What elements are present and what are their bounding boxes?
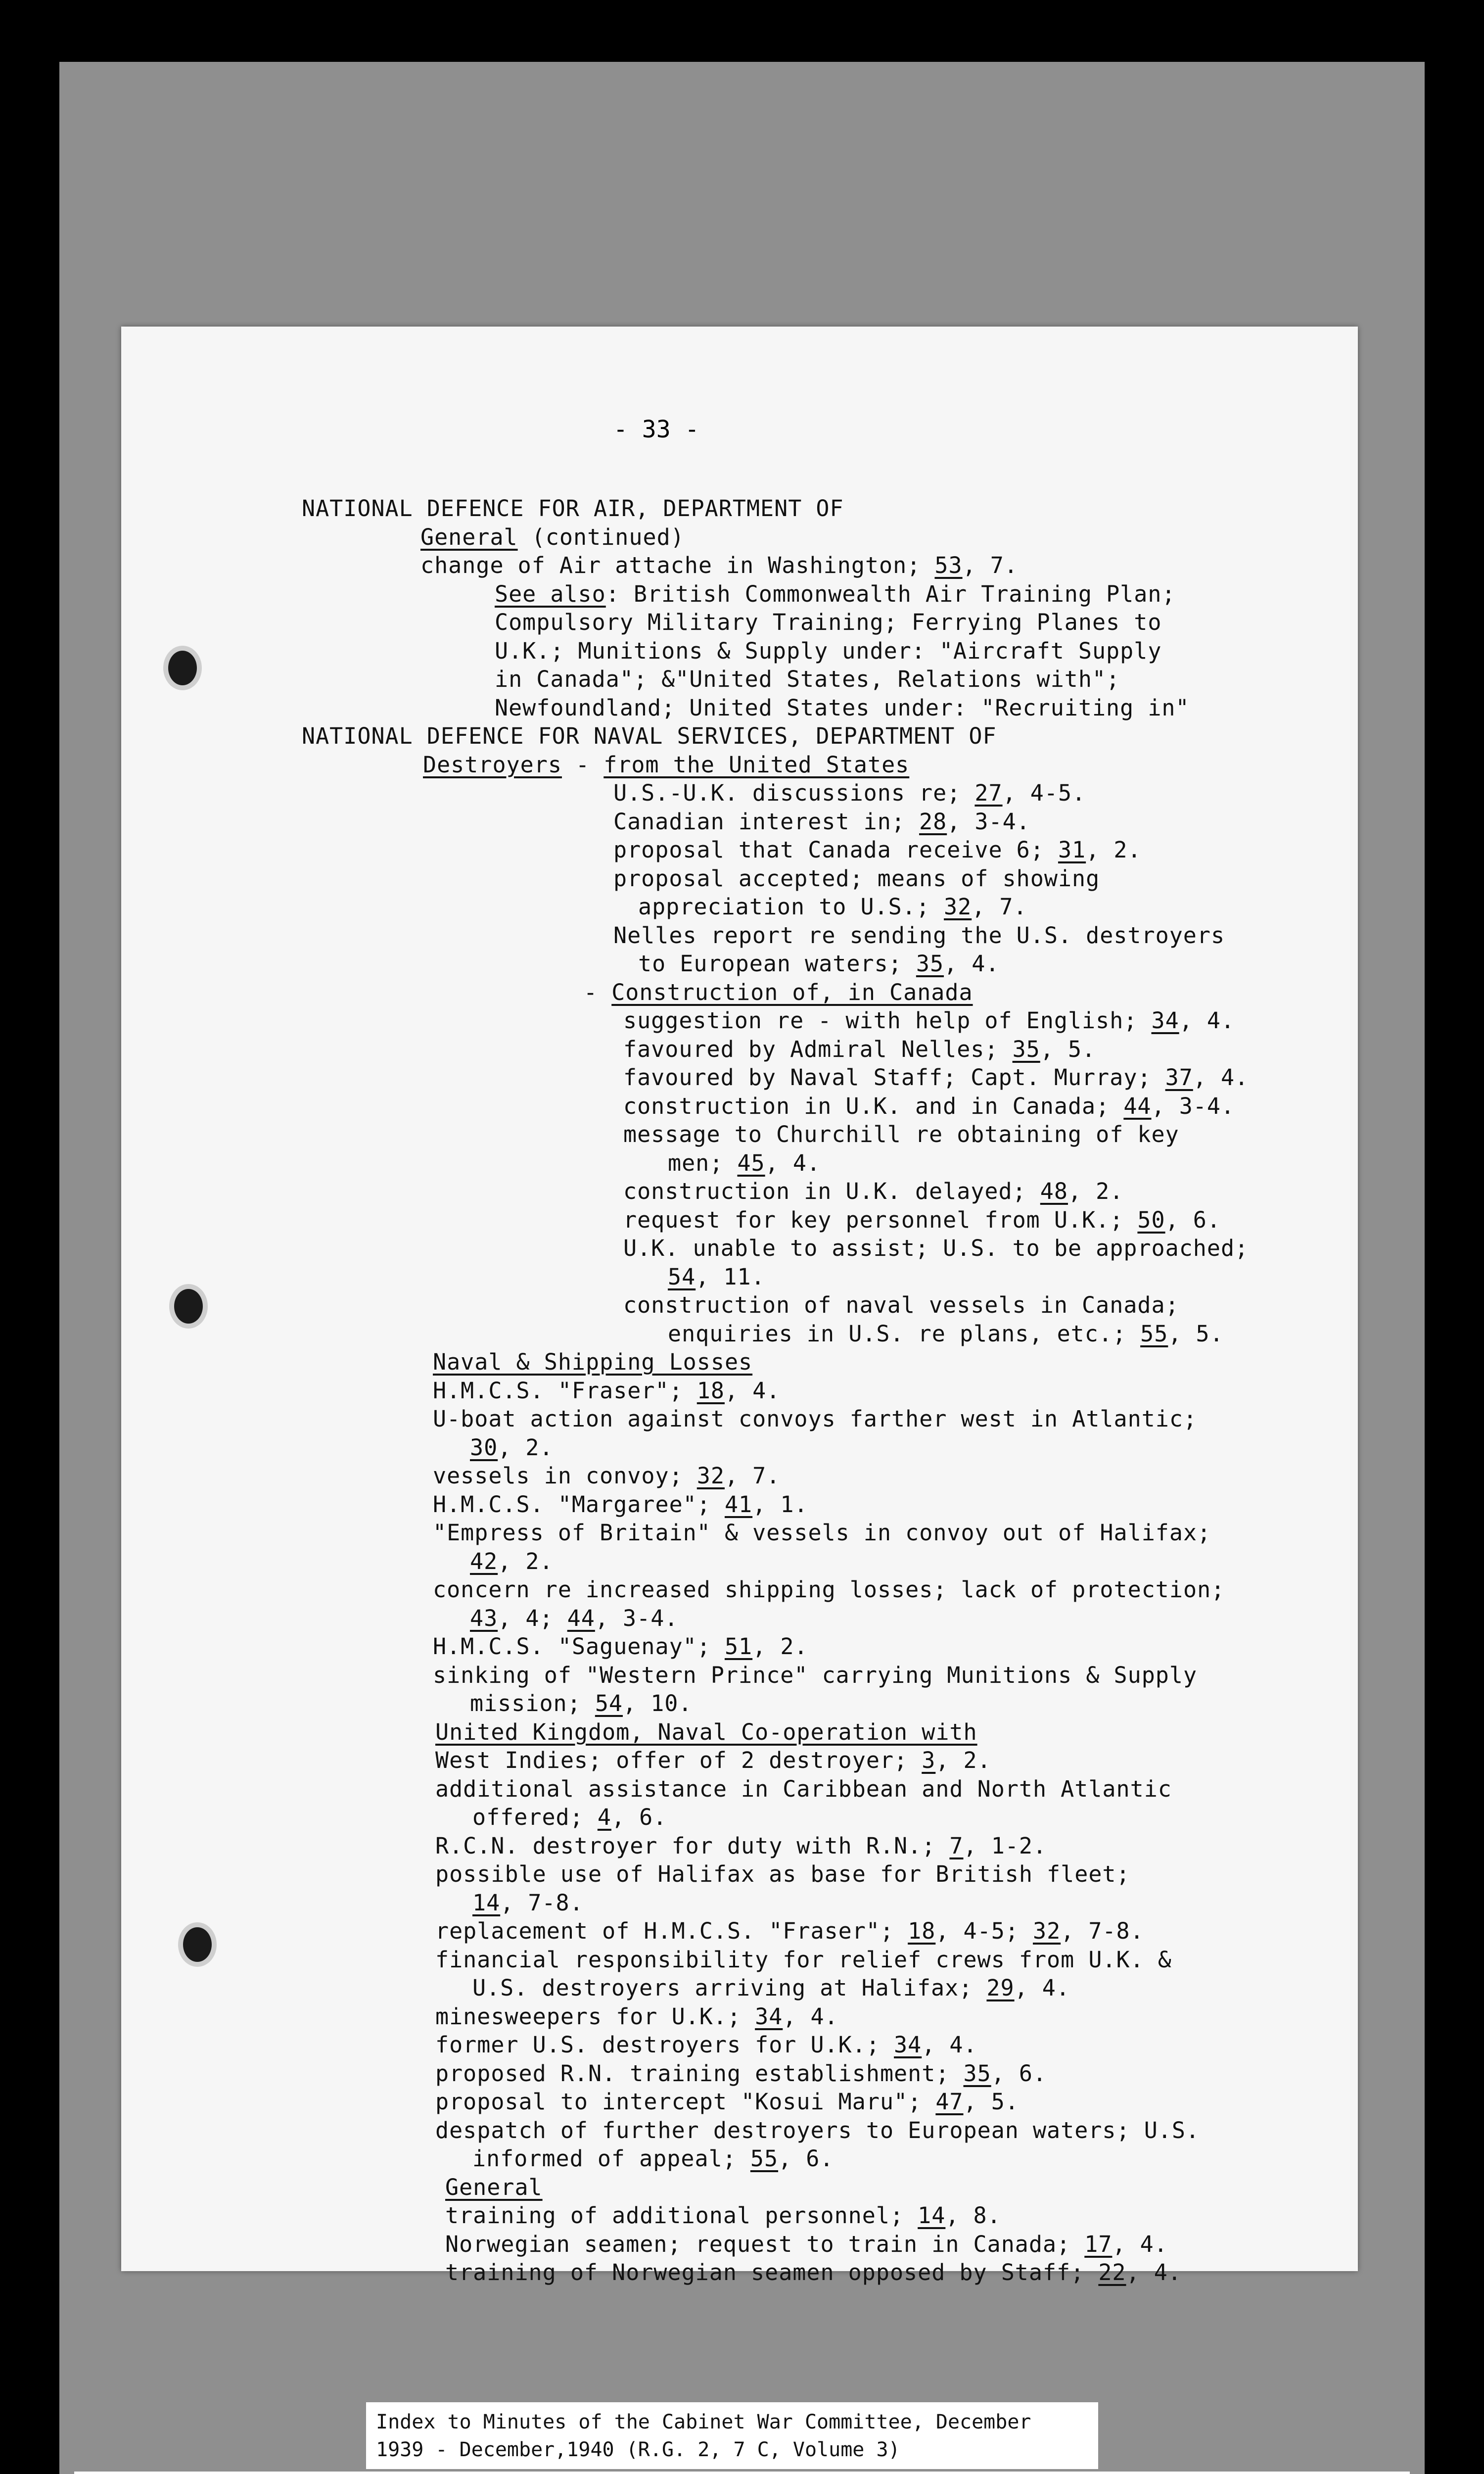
- line-text: , 8.: [945, 2202, 1001, 2229]
- underlined-text: 51: [724, 1633, 753, 1660]
- line-text: , 4.: [724, 1377, 781, 1404]
- index-line: [423, 751, 909, 779]
- index-line: [435, 2088, 1019, 2116]
- underlined-text: 31: [1058, 837, 1086, 863]
- index-line: [420, 523, 685, 551]
- underlined-text: Naval & Shipping Losses: [433, 1349, 753, 1375]
- underlined-text: United Kingdom, Naval Co-operation with: [435, 1718, 977, 1745]
- index-line: [433, 1576, 1225, 1604]
- underlined-text: 27: [974, 780, 1003, 806]
- line-text: , 3-4.: [1151, 1093, 1235, 1119]
- underlined-text: 18: [696, 1377, 725, 1404]
- underlined-text: 14: [472, 1889, 501, 1916]
- line-text: , 2.: [1086, 837, 1142, 863]
- line-text: (continued): [517, 523, 685, 550]
- underlined-text: Destroyers: [423, 751, 562, 778]
- index-line: [302, 495, 844, 523]
- line-text: Norwegian seamen; request to train in Canada;: [445, 2231, 1085, 2257]
- line-text: proposed R.N. training establishment;: [435, 2060, 964, 2087]
- line-text: minesweepers for U.K.;: [435, 2003, 755, 2030]
- underlined-text: 42: [470, 1548, 498, 1574]
- underlined-text: 55: [1140, 1320, 1168, 1347]
- index-line: [613, 779, 1086, 807]
- line-text: to European waters;: [638, 951, 916, 977]
- line-text: , 7.: [724, 1463, 781, 1489]
- index-line: [613, 922, 1225, 950]
- line-text: , 5.: [963, 2089, 1019, 2115]
- underlined-text: 44: [1123, 1093, 1152, 1119]
- underlined-text: 54: [668, 1263, 696, 1290]
- index-line: [470, 1690, 693, 1717]
- line-text: additional assistance in Caribbean and North Atlantic: [435, 1775, 1172, 1802]
- line-text: , 4-5.: [1002, 780, 1086, 806]
- index-line: [435, 2060, 1047, 2088]
- line-text: , 4.: [1014, 1975, 1070, 2001]
- index-line: [445, 2231, 1168, 2258]
- line-text: Nelles report re sending the U.S. destroyers: [613, 922, 1225, 949]
- line-text: , 4.: [922, 2032, 977, 2058]
- index-line: [668, 1149, 821, 1177]
- caption-line: 1939 - December,1940 (R.G. 2, 7 C, Volume 3): [376, 2438, 900, 2461]
- underlined-text: 32: [944, 894, 972, 920]
- underlined-text: 17: [1084, 2231, 1113, 2257]
- line-text: favoured by Admiral Nelles;: [623, 1036, 1013, 1062]
- underlined-text: 55: [750, 2145, 779, 2172]
- underlined-text: 48: [1040, 1178, 1068, 1204]
- line-text: Canadian interest in;: [613, 808, 920, 835]
- line-text: informed of appeal;: [472, 2145, 750, 2172]
- index-line: [433, 1491, 808, 1519]
- underlined-text: 44: [567, 1605, 595, 1631]
- index-line: [470, 1434, 554, 1462]
- index-line: [623, 1206, 1221, 1234]
- index-line: [435, 1747, 991, 1774]
- line-text: suggestion re - with help of English;: [623, 1007, 1152, 1034]
- underlined-text: 43: [470, 1605, 498, 1631]
- line-text: , 6.: [1165, 1206, 1221, 1233]
- punch-hole: [178, 1922, 217, 1967]
- line-text: , 4-5;: [935, 1918, 1033, 1944]
- line-text: proposal to intercept "Kosui Maru";: [435, 2089, 936, 2115]
- line-text: , 4.: [765, 1149, 821, 1176]
- line-text: Newfoundland; United States under: "Recruiting in": [495, 694, 1190, 721]
- index-line: [433, 1633, 808, 1661]
- index-line: [623, 1036, 1096, 1063]
- line-text: , 2.: [752, 1633, 808, 1660]
- index-line: [495, 666, 1120, 693]
- line-text: R.C.N. destroyer for duty with R.N.;: [435, 1832, 950, 1859]
- underlined-text: 50: [1137, 1206, 1165, 1233]
- line-text: U.S. destroyers arriving at Halifax;: [472, 1975, 987, 2001]
- index-line: [445, 2202, 1001, 2230]
- index-line: [433, 1519, 1211, 1547]
- line-text: , 5.: [1168, 1320, 1224, 1347]
- index-line: [433, 1405, 1197, 1433]
- line-text: , 4.: [1112, 2231, 1168, 2257]
- line-text: , 4;: [498, 1605, 567, 1631]
- index-line: [433, 1462, 780, 1490]
- line-text: H.M.C.S. "Fraser";: [433, 1377, 697, 1404]
- line-text: H.M.C.S. "Margaree";: [433, 1491, 725, 1518]
- index-line: [420, 552, 1018, 579]
- index-line: [435, 1832, 1047, 1860]
- line-text: , 4.: [783, 2003, 838, 2030]
- underlined-text: 35: [916, 951, 944, 977]
- punch-hole: [163, 646, 202, 690]
- line-text: proposal accepted; means of showing: [613, 865, 1100, 892]
- line-text: West Indies; offer of 2 destroyer;: [435, 1747, 922, 1773]
- underlined-text: General: [445, 2174, 543, 2200]
- line-text: U.S.-U.K. discussions re;: [613, 780, 975, 806]
- index-line: [623, 1007, 1235, 1035]
- index-line: [435, 1946, 1172, 1974]
- line-text: NATIONAL DEFENCE FOR AIR, DEPARTMENT OF: [302, 495, 844, 522]
- line-text: NATIONAL DEFENCE FOR NAVAL SERVICES, DEPARTMENT OF: [302, 723, 997, 749]
- line-text: , 1-2.: [963, 1832, 1047, 1859]
- index-line: [472, 2145, 834, 2173]
- line-text: , 1.: [752, 1491, 808, 1518]
- line-text: financial responsibility for relief crews from U.K. &: [435, 1946, 1172, 1973]
- underlined-text: 53: [934, 552, 963, 578]
- punch-hole: [169, 1284, 208, 1329]
- underlined-text: 29: [986, 1975, 1015, 2001]
- line-text: offered;: [472, 1804, 598, 1830]
- index-line: [472, 1804, 667, 1831]
- line-text: enquiries in U.S. re plans, etc.;: [668, 1320, 1141, 1347]
- line-text: H.M.C.S. "Saguenay";: [433, 1633, 725, 1660]
- underlined-text: 47: [935, 2089, 964, 2115]
- line-text: , 7.: [972, 894, 1027, 920]
- line-text: U-boat action against convoys farther west in Atlantic;: [433, 1406, 1198, 1432]
- line-text: , 4.: [1193, 1064, 1249, 1091]
- underlined-text: Construction of, in Canada: [611, 979, 973, 1005]
- underlined-text: See also: [495, 580, 606, 607]
- line-text: Compulsory Military Training; Ferrying Planes to: [495, 609, 1162, 635]
- index-line: [613, 865, 1100, 893]
- underlined-text: 32: [696, 1463, 725, 1489]
- underlined-text: 22: [1098, 2259, 1126, 2285]
- index-line: [470, 1548, 554, 1575]
- line-text: training of Norwegian seamen opposed by Staff;: [445, 2259, 1099, 2285]
- line-text: -: [584, 979, 612, 1005]
- index-line: [613, 836, 1142, 864]
- line-text: possible use of Halifax as base for British fleet;: [435, 1861, 1130, 1887]
- line-text: sinking of "Western Prince" carrying Munitions & Supply: [433, 1662, 1198, 1688]
- underlined-text: 3: [922, 1747, 936, 1773]
- index-line: [613, 808, 1030, 836]
- index-line: [435, 2117, 1200, 2144]
- index-line: [623, 1093, 1235, 1120]
- index-line: [470, 1605, 678, 1632]
- line-text: , 5.: [1040, 1036, 1096, 1062]
- line-text: , 2.: [498, 1548, 554, 1574]
- line-text: former U.S. destroyers for U.K.;: [435, 2032, 894, 2058]
- index-line: [623, 1235, 1249, 1262]
- index-line: [433, 1348, 752, 1376]
- line-text: , 7-8.: [1061, 1918, 1144, 1944]
- index-line: [668, 1263, 765, 1291]
- line-text: , 2.: [498, 1434, 554, 1461]
- line-text: U.K. unable to assist; U.S. to be approached;: [623, 1235, 1249, 1261]
- line-text: , 4.: [1126, 2259, 1182, 2285]
- line-text: in Canada"; &"United States, Relations with";: [495, 666, 1120, 692]
- line-text: , 11.: [696, 1263, 765, 1290]
- line-text: construction in U.K. and in Canada;: [623, 1093, 1124, 1119]
- underlined-text: 34: [1151, 1007, 1179, 1034]
- line-text: concern re increased shipping losses; lack of protection;: [433, 1576, 1225, 1603]
- line-text: mission;: [470, 1690, 595, 1716]
- index-line: [435, 1718, 977, 1746]
- index-line: [668, 1320, 1224, 1348]
- index-line: [623, 1064, 1249, 1092]
- index-line: [472, 1889, 584, 1917]
- line-text: appreciation to U.S.;: [638, 894, 944, 920]
- line-text: message to Churchill re obtaining of key: [623, 1121, 1179, 1147]
- underlined-text: 37: [1165, 1064, 1193, 1091]
- line-text: : British Commonwealth Air Training Plan;: [605, 580, 1176, 607]
- index-line: [638, 893, 1027, 921]
- line-text: construction in U.K. delayed;: [623, 1178, 1040, 1204]
- archives-stamp: [74, 2472, 1410, 2474]
- underlined-text: General: [420, 523, 518, 550]
- index-line: [302, 722, 997, 750]
- line-text: -: [561, 751, 604, 778]
- index-line: [623, 1291, 1179, 1319]
- line-text: , 4.: [944, 951, 1000, 977]
- index-line: [623, 1178, 1123, 1205]
- underlined-text: 35: [1012, 1036, 1040, 1062]
- index-line: [445, 2174, 543, 2201]
- line-text: "Empress of Britain" & vessels in convoy out of Halifax;: [433, 1520, 1211, 1546]
- line-text: , 7.: [962, 552, 1018, 578]
- underlined-text: 32: [1032, 1918, 1061, 1944]
- line-text: replacement of H.M.C.S. "Fraser";: [435, 1918, 908, 1944]
- index-line: [433, 1662, 1197, 1689]
- index-line: [433, 1377, 780, 1405]
- line-text: favoured by Naval Staff; Capt. Murray;: [623, 1064, 1165, 1091]
- index-line: [623, 1121, 1179, 1148]
- caption-line: Index to Minutes of the Cabinet War Committee, December: [376, 2411, 1031, 2433]
- underlined-text: 4: [597, 1804, 611, 1830]
- underlined-text: 14: [918, 2202, 946, 2229]
- line-text: , 6.: [991, 2060, 1047, 2087]
- index-line: [495, 609, 1161, 636]
- index-line: [495, 637, 1161, 665]
- index-line: [435, 2003, 838, 2031]
- underlined-text: 34: [894, 2032, 922, 2058]
- index-line: [495, 694, 1190, 722]
- line-text: , 6.: [778, 2145, 834, 2172]
- line-text: men;: [668, 1149, 738, 1176]
- index-line: [435, 2031, 977, 2059]
- underlined-text: 28: [919, 808, 947, 835]
- underlined-text: 30: [470, 1434, 498, 1461]
- line-text: vessels in convoy;: [433, 1463, 697, 1489]
- line-text: , 3-4.: [595, 1605, 679, 1631]
- index-line: [435, 1860, 1130, 1888]
- underlined-text: 45: [737, 1149, 765, 1176]
- index-line: [435, 1917, 1144, 1945]
- line-text: request for key personnel from U.K.;: [623, 1206, 1138, 1233]
- line-text: , 6.: [611, 1804, 667, 1830]
- underlined-text: 7: [949, 1832, 964, 1859]
- underlined-text: 34: [755, 2003, 783, 2030]
- line-text: , 4.: [1179, 1007, 1235, 1034]
- index-line: [638, 950, 999, 978]
- underlined-text: 35: [963, 2060, 991, 2087]
- line-text: U.K.; Munitions & Supply under: "Aircraft Supply: [495, 637, 1162, 664]
- line-text: , 3-4.: [947, 808, 1030, 835]
- line-text: , 10.: [623, 1690, 693, 1716]
- index-line: [445, 2259, 1182, 2286]
- index-line: [584, 979, 973, 1006]
- underlined-text: from the United States: [603, 751, 910, 778]
- underlined-text: 54: [595, 1690, 623, 1716]
- underlined-text: 41: [724, 1491, 753, 1518]
- page-number: - 33 -: [613, 416, 699, 443]
- caption-label: [366, 2402, 1098, 2469]
- index-line: [472, 1974, 1070, 2002]
- line-text: construction of naval vessels in Canada;: [623, 1292, 1179, 1318]
- line-text: , 7-8.: [500, 1889, 584, 1916]
- index-line: [495, 580, 1176, 608]
- line-text: training of additional personnel;: [445, 2202, 918, 2229]
- underlined-text: 18: [908, 1918, 936, 1944]
- index-line: [435, 1775, 1172, 1803]
- line-text: change of Air attache in Washington;: [420, 552, 935, 578]
- line-text: , 2.: [1067, 1178, 1124, 1204]
- line-text: despatch of further destroyers to European waters; U.S.: [435, 2117, 1200, 2143]
- line-text: proposal that Canada receive 6;: [613, 837, 1058, 863]
- line-text: , 2.: [935, 1747, 991, 1773]
